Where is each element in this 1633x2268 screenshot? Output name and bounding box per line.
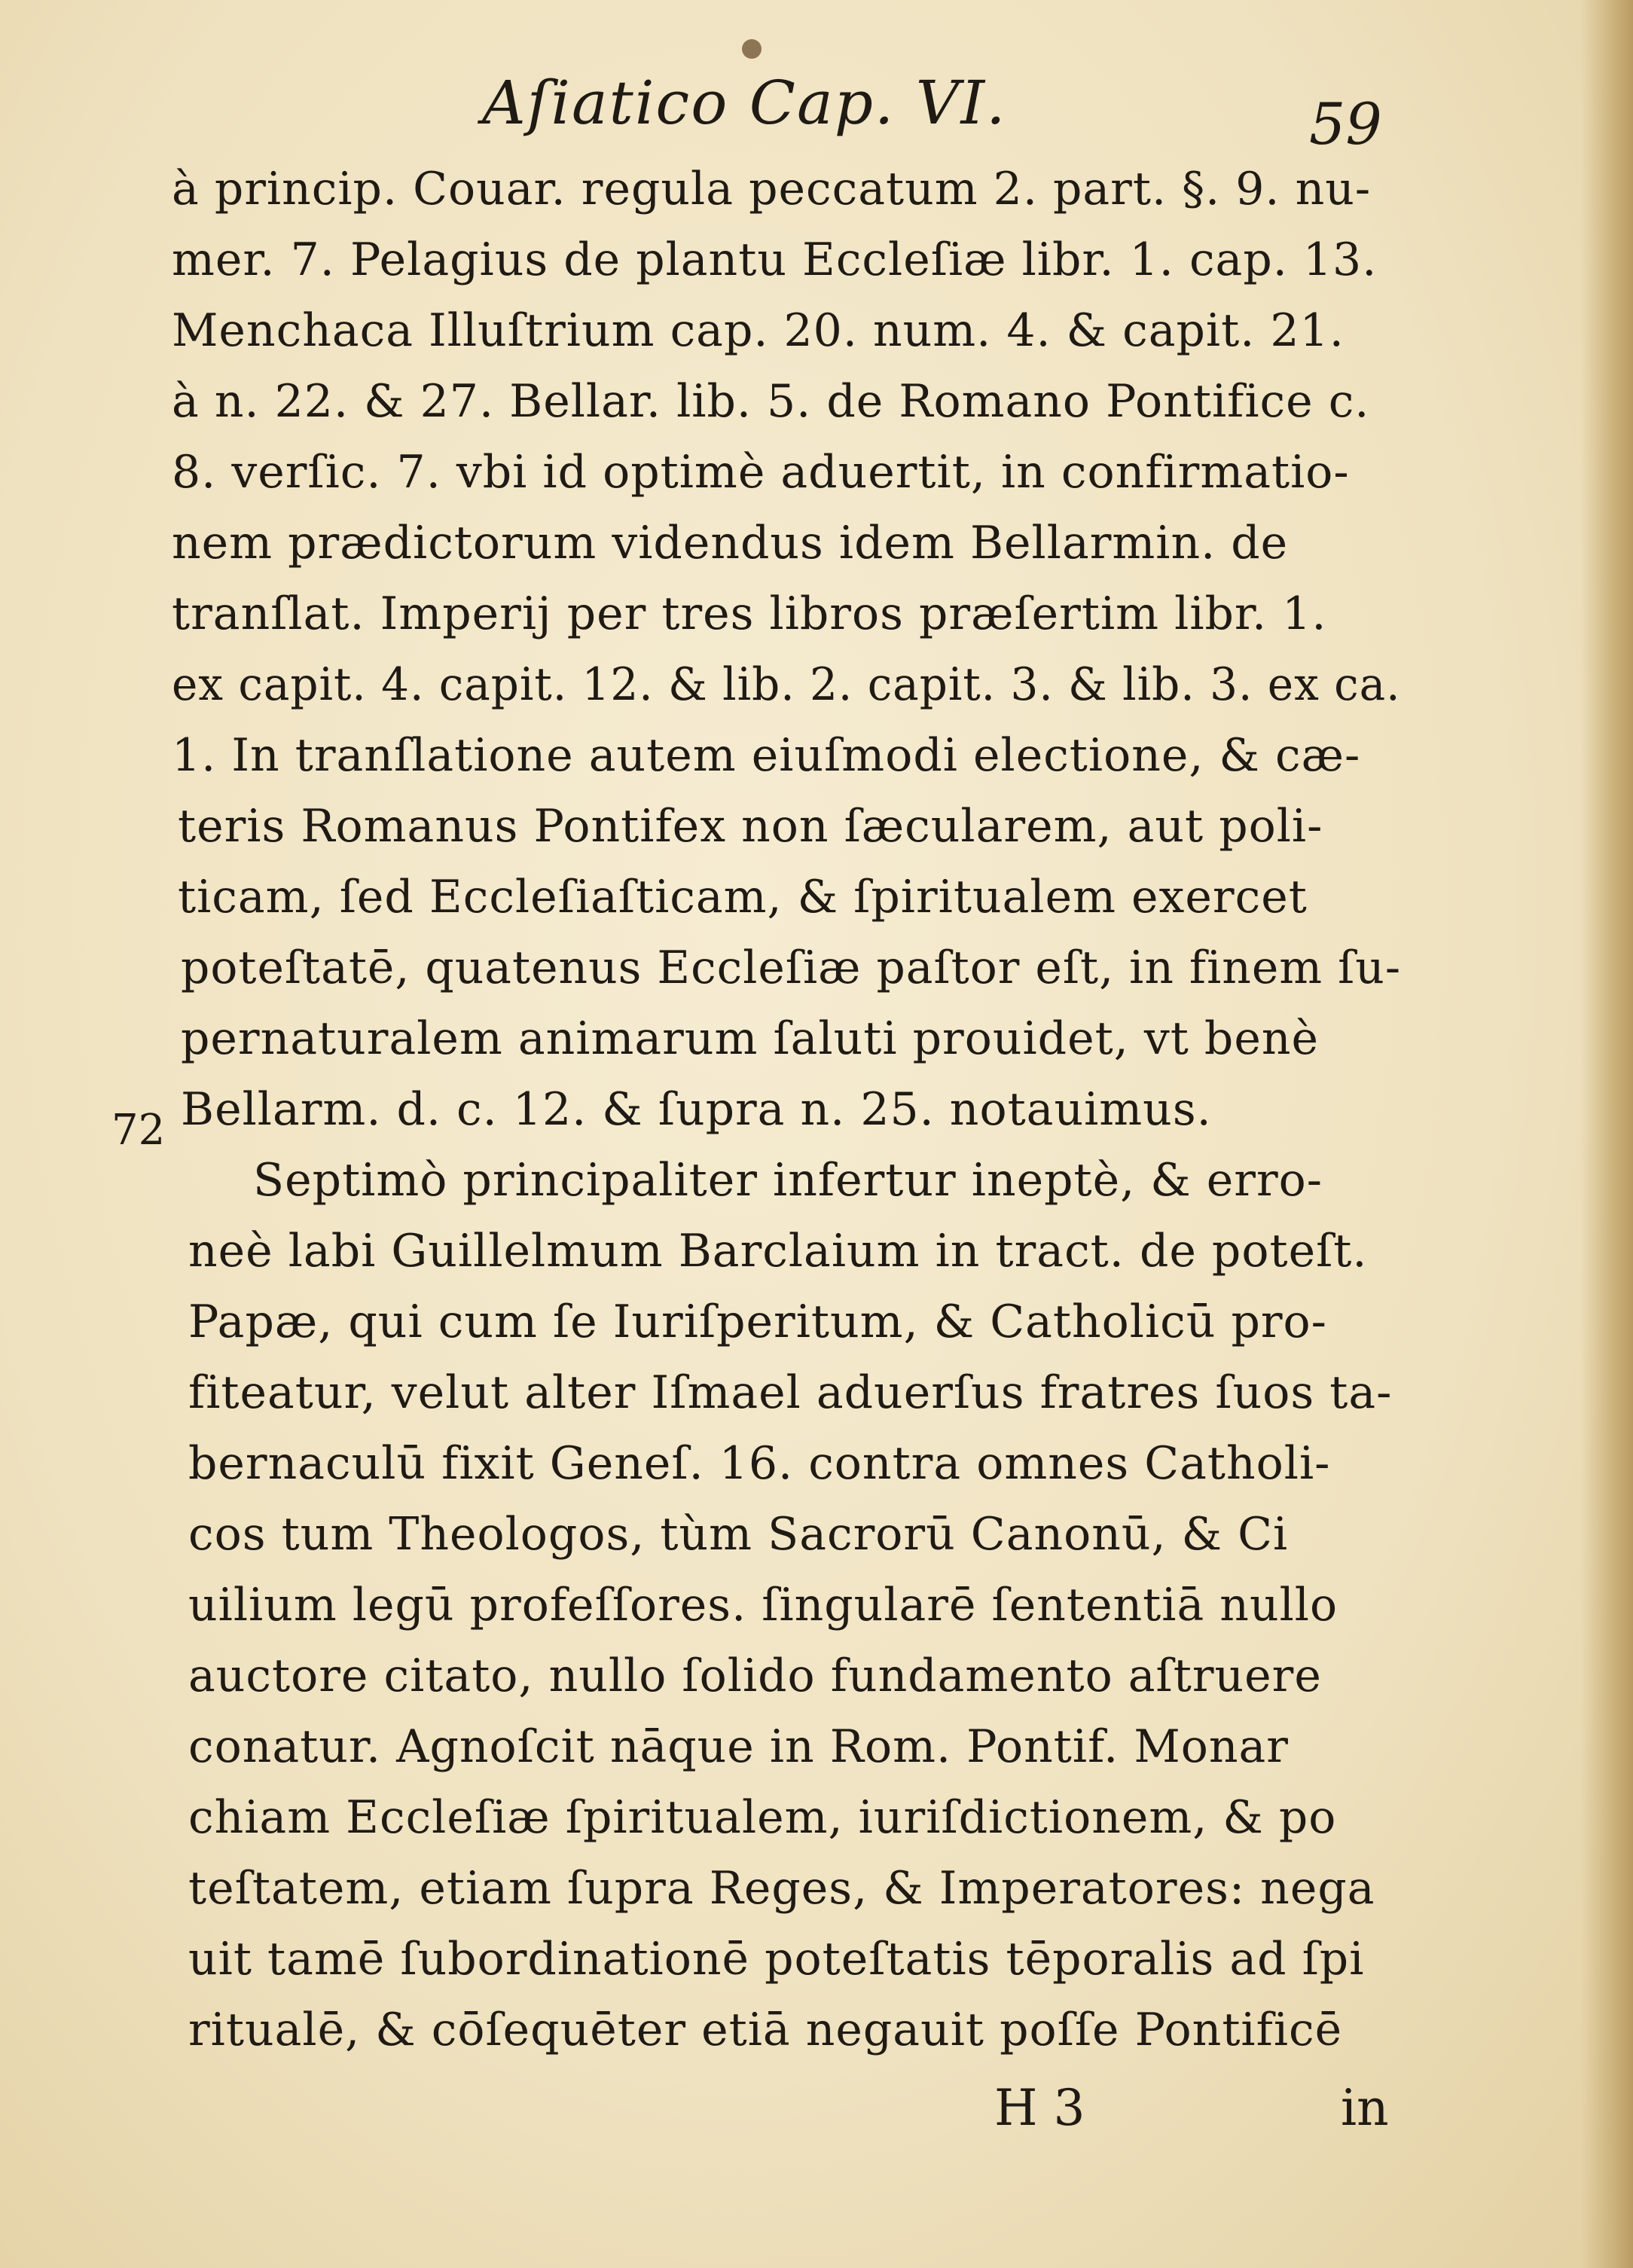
text-line: uit tamē ſubordinationē poteſtatis tēporalis ad ſpi (188, 1933, 1365, 1986)
text-line: neè labi Guillelmum Barclaium in tract. de poteſt. (188, 1225, 1368, 1277)
text-line: à princip. Couar. regula peccatum 2. part. §. 9. nu- (172, 163, 1372, 215)
text-line: Papæ, qui cum ſe Iuriſperitum, & Catholicū pro- (188, 1296, 1327, 1348)
ink-blot (742, 39, 762, 59)
text-line: cos tum Theologos, tùm Sacrorū Canonū, & Ci (188, 1508, 1289, 1561)
text-line: Bellarm. d. c. 12. & ſupra n. 25. notauimus. (181, 1083, 1212, 1136)
text-line: pernaturalem animarum ſaluti prouidet, vt benè (181, 1012, 1319, 1065)
text-line: mer. 7. Pelagius de plantu Eccleſiæ libr. 1. cap. 13. (172, 234, 1378, 286)
text-line: auctore citato, nullo ſolido fundamento aſtruere (188, 1650, 1322, 1702)
text-line: 8. verſic. 7. vbi id optimè aduertit, in confirmatio- (172, 446, 1350, 499)
text-line: conatur. Agnoſcit nāque in Rom. Pontif. Monar (188, 1720, 1289, 1773)
text-line: Menchaca Illuſtrium cap. 20. num. 4. & capit. 21. (172, 304, 1345, 357)
text-line: teſtatem, etiam ſupra Reges, & Imperatores: nega (188, 1862, 1375, 1915)
text-line: uilium legū profeſſores. ſingularē ſententiā nullo (188, 1579, 1338, 1632)
catchword: in (1341, 2079, 1389, 2137)
text-line: teris Romanus Pontifex non ſæcularem, aut poli- (178, 800, 1323, 853)
text-line: à n. 22. & 27. Bellar. lib. 5. de Romano Pontifice c. (172, 375, 1370, 428)
margin-number: 72 (111, 1106, 166, 1155)
text-line: poteſtatē, quatenus Eccleſiæ paſtor eſt, in finem ſu- (181, 942, 1402, 994)
text-line: fiteatur, velut alter Iſmael aduerſus fratres ſuos ta- (188, 1366, 1393, 1419)
text-line: chiam Eccleſiæ ſpiritualem, iuriſdictionem, & po (188, 1791, 1337, 1844)
text-line: nem prædictorum videndus idem Bellarmin. de (172, 517, 1289, 569)
text-line: Septimò principaliter infertur ineptè, & erro- (253, 1154, 1323, 1207)
text-line: ticam, ſed Eccleſiaſticam, & ſpiritualem exercet (178, 871, 1308, 923)
running-title: Aſiatico Cap. VI. (482, 68, 1007, 138)
signature-mark: H 3 (994, 2079, 1085, 2137)
text-line: ritualē, & cōſequēter etiā negauit poſſe Pontificē (188, 2004, 1343, 2056)
page-edge-shadow (1580, 0, 1633, 2268)
page-number: 59 (1309, 90, 1382, 157)
text-line: tranſlat. Imperij per tres libros præſertim libr. 1. (172, 588, 1327, 640)
text-line: ex capit. 4. capit. 12. & lib. 2. capit. 3. & lib. 3. ex ca. (172, 658, 1401, 711)
text-line: bernaculū fixit Geneſ. 16. contra omnes Catholi- (188, 1437, 1331, 1490)
text-line: 1. In tranſlatione autem eiuſmodi electione, & cæ- (172, 729, 1361, 782)
